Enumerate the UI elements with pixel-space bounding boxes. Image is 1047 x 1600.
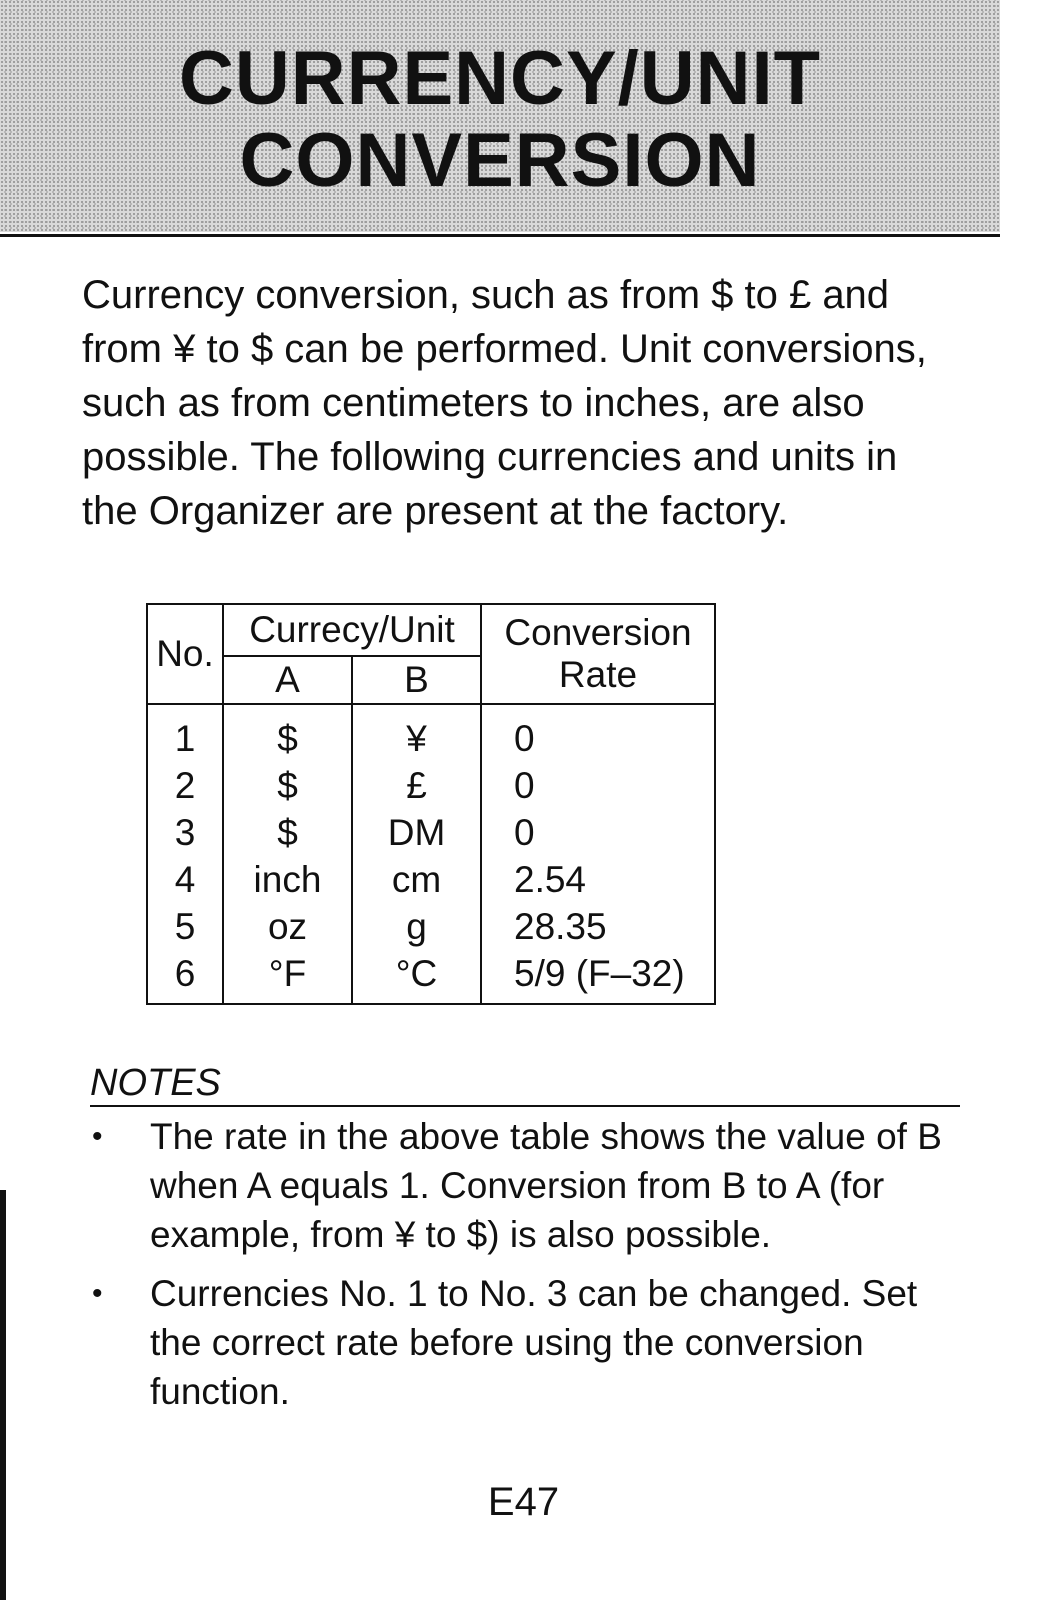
- row-a: $: [223, 809, 352, 856]
- title-line-1: CURRENCY/UNIT: [178, 36, 822, 121]
- note-item: [90, 1112, 970, 1259]
- row-a: $: [223, 762, 352, 809]
- header-conversion-rate: [481, 604, 715, 704]
- bullet-icon: •: [92, 1120, 103, 1153]
- row-a: oz: [223, 903, 352, 950]
- row-b: £: [352, 762, 481, 809]
- header-currency-unit: Currecy/Unit: [223, 604, 481, 656]
- row-a: °F: [223, 950, 352, 1004]
- row-a: inch: [223, 856, 352, 903]
- row-a: $: [223, 704, 352, 762]
- bullet-icon: •: [92, 1277, 103, 1310]
- row-rate: 0: [481, 762, 715, 809]
- row-b: ¥: [352, 704, 481, 762]
- notes-heading: NOTES: [90, 1062, 221, 1104]
- row-b: g: [352, 903, 481, 950]
- header-rule: [0, 234, 1000, 237]
- row-no: 1: [147, 704, 223, 762]
- notes-rule: [90, 1105, 960, 1107]
- row-rate: 0: [481, 809, 715, 856]
- table-row: [147, 903, 715, 950]
- header-rate-line-1: Conversion: [504, 612, 692, 653]
- note-item: [90, 1269, 970, 1416]
- row-rate: 2.54: [481, 856, 715, 903]
- table-row: [147, 856, 715, 903]
- table-row: [147, 704, 715, 762]
- intro-paragraph: Currency conversion, such as from $ to £ and from ¥ to $ can be performed. Unit conversions, such as from centimeters to inches, are also possible. The following currencies and units in the Organizer are present at the factory.: [82, 273, 927, 533]
- header-b: B: [352, 656, 481, 704]
- page-edge-mark: [0, 1190, 6, 1600]
- title-line-2: CONVERSION: [239, 118, 761, 203]
- row-b: DM: [352, 809, 481, 856]
- row-rate: 5/9 (F–32): [481, 950, 715, 1004]
- conversion-table: [146, 603, 716, 1005]
- row-no: 2: [147, 762, 223, 809]
- row-b: cm: [352, 856, 481, 903]
- header-rate-line-2: Rate: [558, 654, 638, 695]
- header-a: A: [223, 656, 352, 704]
- page-number: E47: [487, 1480, 560, 1524]
- row-rate: 28.35: [481, 903, 715, 950]
- header-no: No.: [147, 604, 223, 704]
- row-no: 4: [147, 856, 223, 903]
- row-no: 3: [147, 809, 223, 856]
- table-row: [147, 762, 715, 809]
- note-text: The rate in the above table shows the value of B when A equals 1. Conversion from B to A (for example, from ¥ to $) is also possible.: [150, 1116, 942, 1255]
- table-row: [147, 809, 715, 856]
- note-text: Currencies No. 1 to No. 3 can be changed. Set the correct rate before using the conversion function.: [150, 1273, 918, 1412]
- row-no: 5: [147, 903, 223, 950]
- page-title: [0, 38, 1000, 202]
- row-b: °C: [352, 950, 481, 1004]
- row-rate: 0: [481, 704, 715, 762]
- notes-list: [90, 1112, 970, 1426]
- table-row: [147, 950, 715, 1004]
- row-no: 6: [147, 950, 223, 1004]
